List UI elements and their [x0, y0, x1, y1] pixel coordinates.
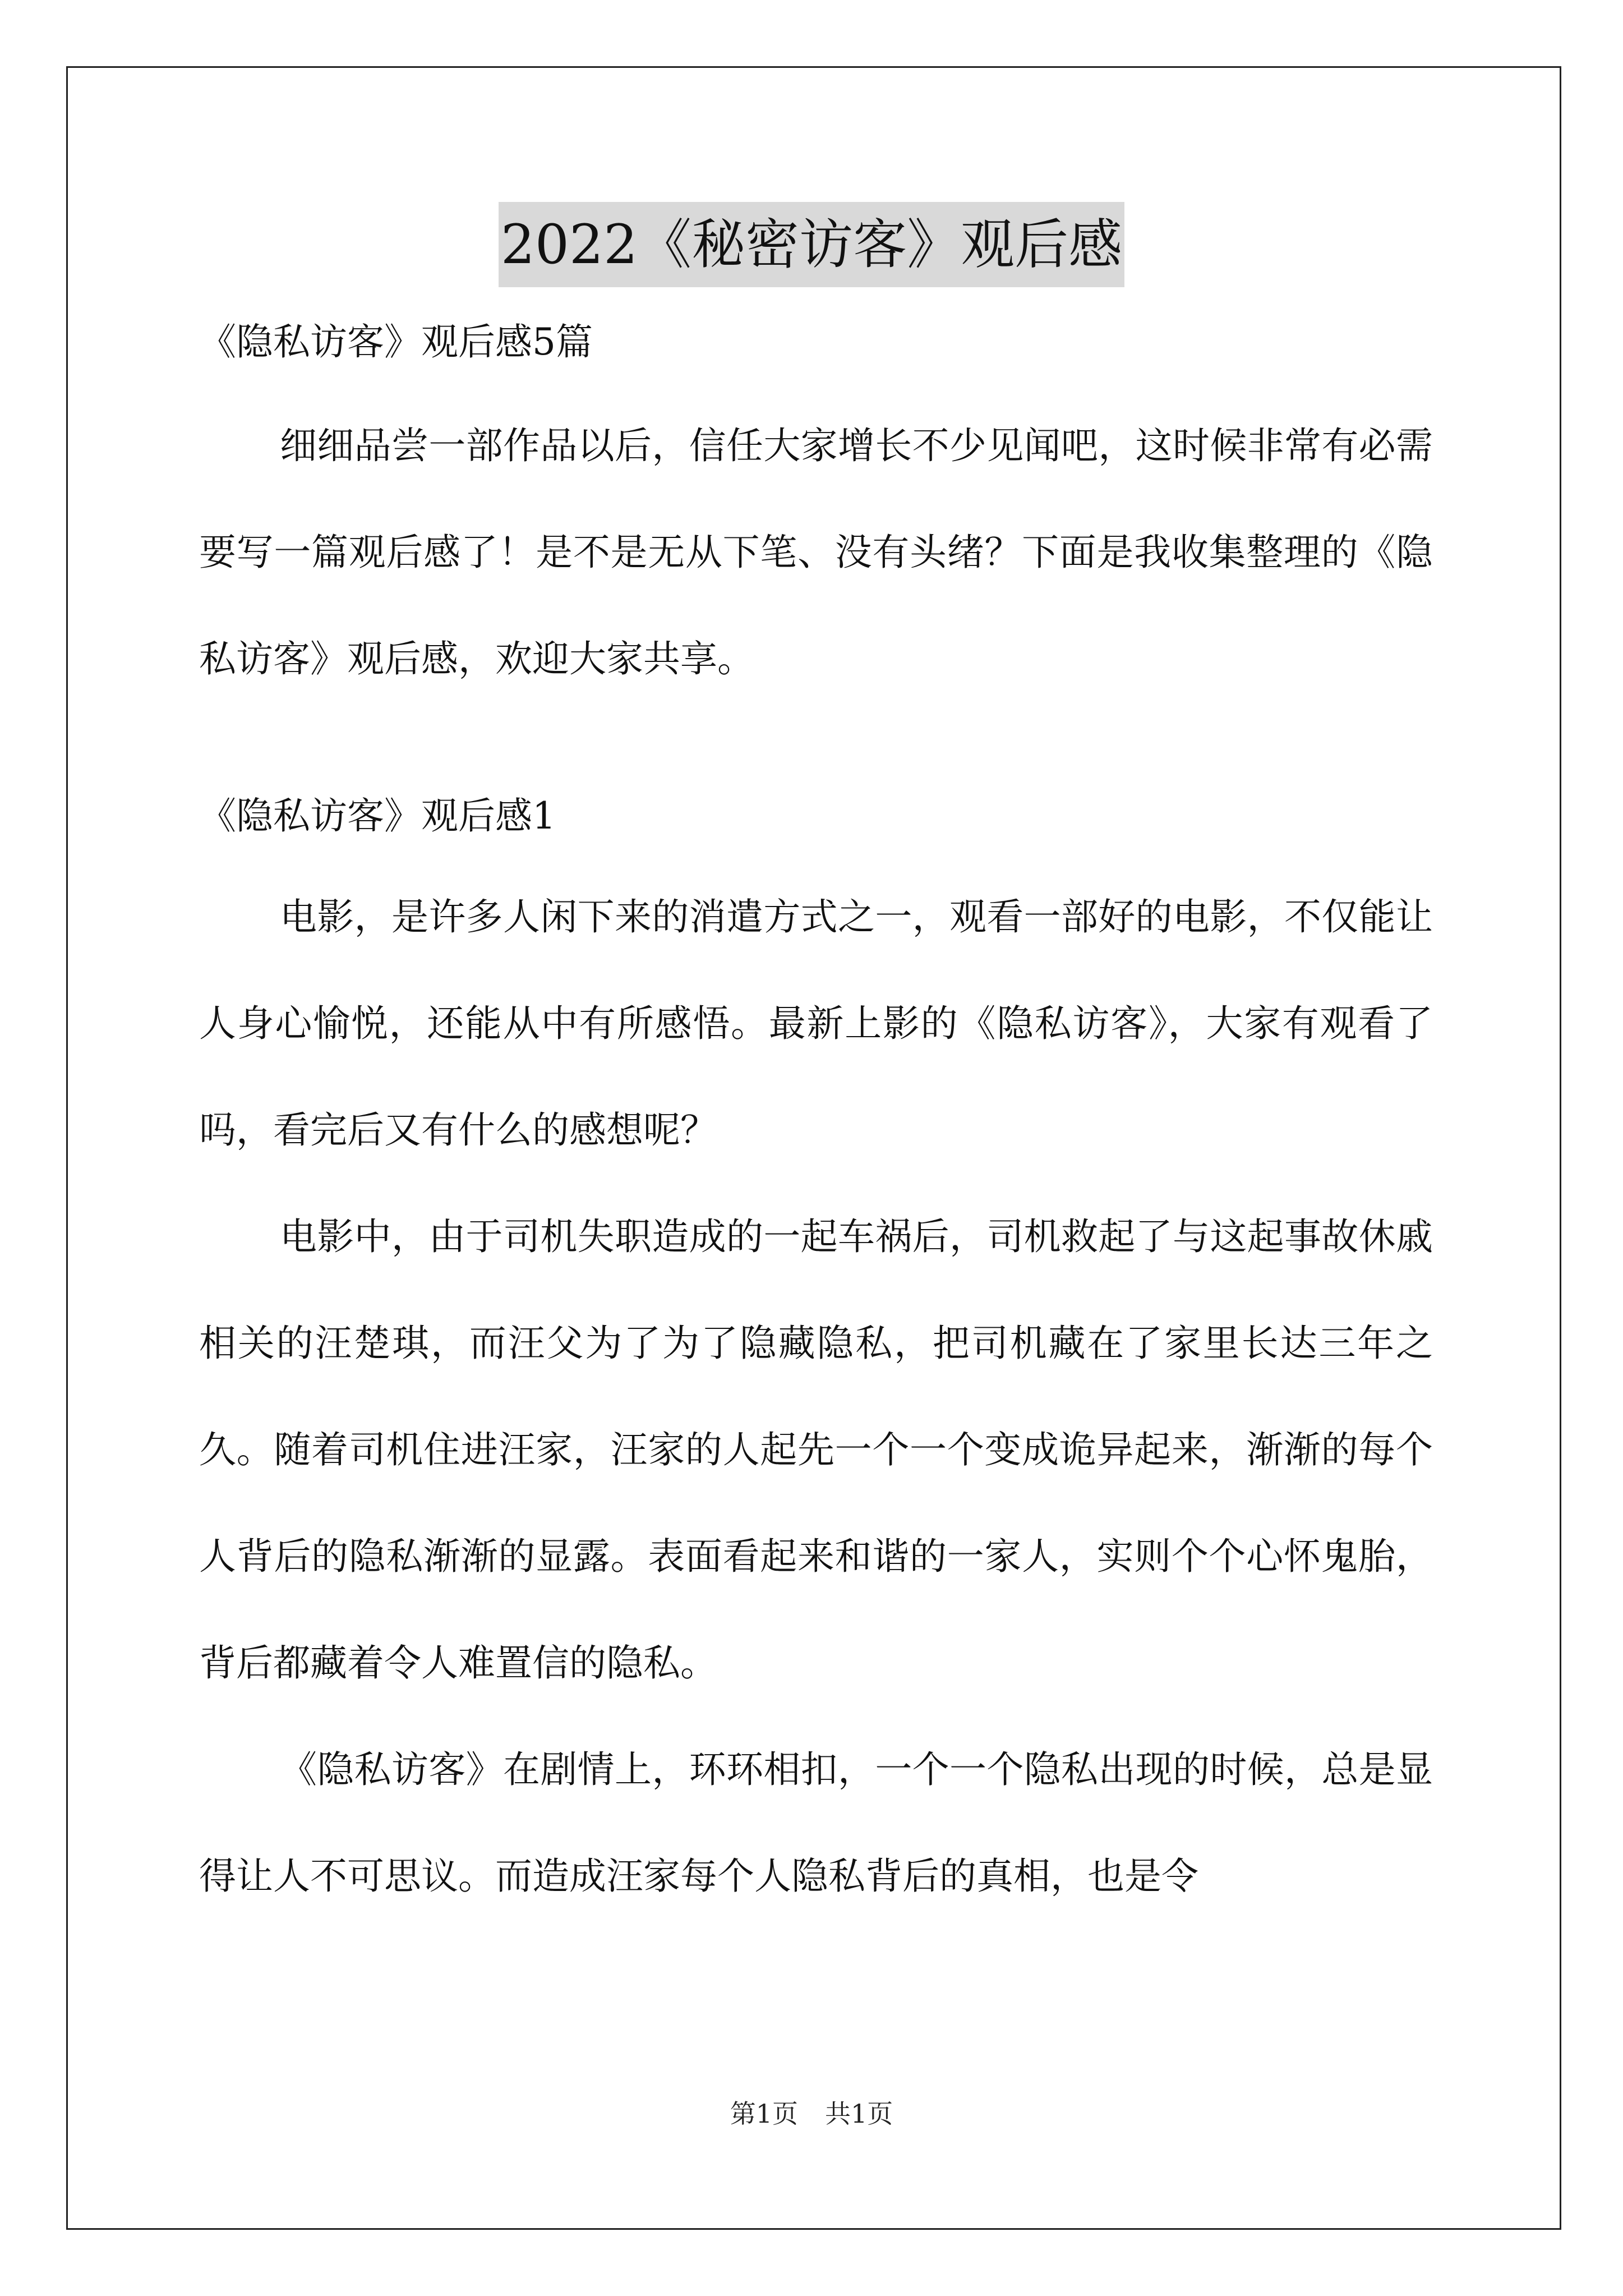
- page-footer: [0, 2097, 1623, 2131]
- page-number: 第1页: [730, 2099, 798, 2129]
- body-paragraph-2: 电影中，由于司机失职造成的一起车祸后，司机救起了与这起事故休戚相关的汪楚琪，而汪父为了为了隐藏隐私，把司机藏在了家里长达三年之久。随着司机住进汪家，汪家的人起先一个一个变成诡异起来，渐渐的每个人背后的隐私渐渐的显露。表面看起来和谐的一家人，实则个个心怀鬼胎，背后都藏着令人难置信的隐私。: [199, 1215, 1433, 1685]
- intro-heading: 《隐私访客》观后感5篇: [199, 320, 593, 364]
- page-total: 共1页: [825, 2099, 893, 2129]
- intro-paragraph: 细细品尝一部作品以后，信任大家增长不少见闻吧，这时候非常有必需要写一篇观后感了！是不是无从下笔、没有头绪？下面是我收集整理的《隐私访客》观后感，欢迎大家共享。: [199, 424, 1433, 680]
- document-body: [199, 314, 1433, 1930]
- body-paragraph-3: 《隐私访客》在剧情上，环环相扣，一个一个隐私出现的时候，总是显得让人不可思议。而造成汪家每个人隐私背后的真相，也是令: [199, 1748, 1433, 1898]
- section1-heading: 《隐私访客》观后感1: [199, 794, 556, 838]
- title-container: [0, 202, 1623, 287]
- body-paragraph-1: 电影，是许多人闲下来的消遣方式之一，观看一部好的电影，不仅能让人身心愉悦，还能从中有所感悟。最新上影的《隐私访客》，大家有观看了吗，看完后又有什么的感想呢？: [199, 895, 1433, 1152]
- document-title: 2022《秘密访客》观后感: [499, 202, 1124, 287]
